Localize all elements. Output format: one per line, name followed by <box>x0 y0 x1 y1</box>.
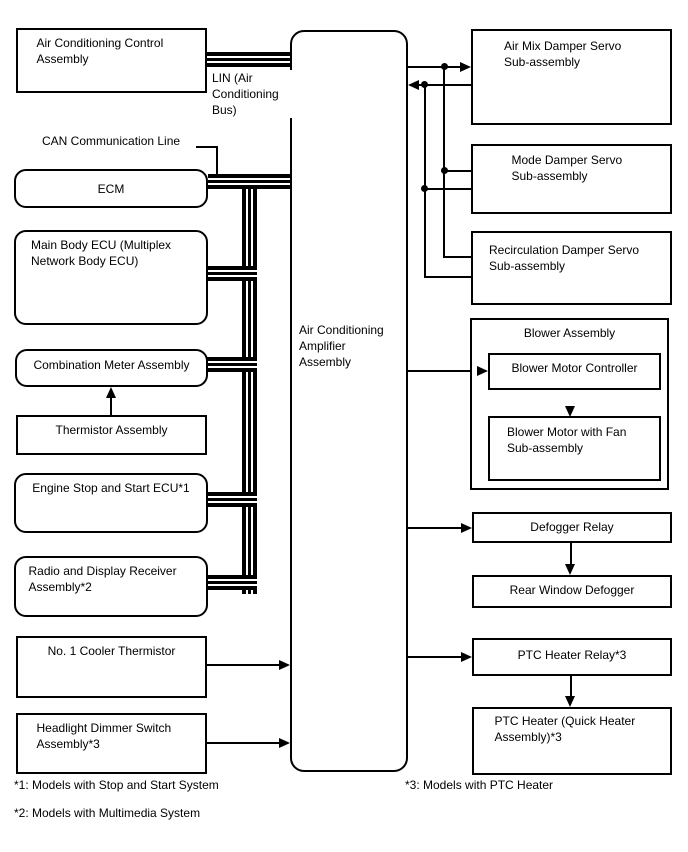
node-ptc-heater <box>472 707 672 775</box>
node-rear-window-defogger <box>472 575 672 608</box>
node-engine-stop-start-ecu <box>14 473 208 533</box>
node-label: Recirculation Damper Servo Sub-assembly <box>489 243 640 273</box>
node-ptc-heater-relay <box>472 638 672 676</box>
connector-branch-to-mode-2 <box>424 188 471 190</box>
node-label: PTC Heater (Quick Heater Assembly)*3 <box>494 714 636 744</box>
arrowhead-down <box>565 406 575 417</box>
arrowhead-right <box>477 366 488 376</box>
connector-headlight-dimmer-to-amp <box>207 742 280 744</box>
footnote-3: *3: Models with PTC Heater <box>405 778 554 792</box>
node-label: ECM <box>97 181 125 196</box>
node-combination-meter <box>15 349 208 387</box>
node-blower-motor-with-fan <box>488 416 661 481</box>
can-bus-label: CAN Communication Line <box>42 134 181 148</box>
can-bus-ecm-line <box>208 174 291 189</box>
node-label: Combination Meter Assembly <box>33 358 190 372</box>
junction-dot <box>421 81 428 88</box>
arrowhead-up <box>106 387 116 398</box>
node-no1-cooler-thermistor <box>16 636 207 698</box>
node-label: Air Conditioning Amplifier Assembly <box>299 323 384 369</box>
connector-amp-to-airmix-out <box>407 66 461 68</box>
connector-branch-to-recirc-1 <box>443 256 471 258</box>
arrowhead-right <box>461 523 472 533</box>
node-ac-control-assembly <box>16 28 207 93</box>
node-label: No. 1 Cooler Thermistor <box>47 644 176 658</box>
servo-branch-vertical-1 <box>443 66 445 258</box>
arrowhead-down <box>565 696 575 707</box>
junction-dot <box>441 167 448 174</box>
node-recirculation-damper-servo <box>471 231 672 305</box>
arrowhead-right <box>279 738 290 748</box>
node-ecm <box>14 169 208 208</box>
node-air-mix-damper-servo <box>471 29 672 125</box>
connector-amp-to-defogger-relay <box>407 527 462 529</box>
node-label: Blower Motor Controller <box>511 361 638 375</box>
arrowhead-down <box>565 564 575 575</box>
arrowhead-right <box>460 62 471 72</box>
servo-branch-vertical-2 <box>424 84 426 278</box>
node-label: Thermistor Assembly <box>55 423 168 437</box>
arrowhead-right <box>461 652 472 662</box>
node-defogger-relay <box>472 512 672 543</box>
connector-amp-to-blower <box>407 370 478 372</box>
arrowhead-left <box>408 80 419 90</box>
can-label-pointer-h <box>196 146 218 148</box>
footnote-2: *2: Models with Multimedia System <box>14 806 201 820</box>
node-label: Rear Window Defogger <box>509 583 635 597</box>
node-label: Headlight Dimmer Switch Assembly*3 <box>36 721 172 751</box>
junction-dot <box>421 185 428 192</box>
node-main-body-ecu <box>14 230 208 325</box>
node-label: Blower Motor with Fan Sub-assembly <box>507 425 627 455</box>
node-label: Main Body ECU (Multiplex Network Body ECU) <box>31 238 172 268</box>
junction-dot <box>441 63 448 70</box>
connector-branch-to-recirc-2 <box>424 276 471 278</box>
node-label: Defogger Relay <box>530 520 614 534</box>
node-radio-display-receiver <box>14 556 208 617</box>
connector-thermistor-to-meter <box>110 398 112 415</box>
can-stub-combination-meter <box>207 357 257 372</box>
can-stub-engine-stop-start <box>207 492 257 507</box>
connector-ptc-relay-to-heater <box>570 676 572 697</box>
node-headlight-dimmer-switch <box>16 713 207 774</box>
node-ac-amplifier <box>290 30 408 772</box>
can-label-pointer-v <box>216 146 218 176</box>
node-label: Engine Stop and Start ECU*1 <box>32 481 190 495</box>
node-label: Radio and Display Receiver Assembly*2 <box>28 564 177 594</box>
node-label: Mode Damper Servo Sub-assembly <box>511 153 623 183</box>
node-label: Blower Assembly <box>523 326 616 340</box>
lin-bus-label: LIN (Air Conditioning Bus) <box>212 70 292 118</box>
can-stub-main-body-ecu <box>207 266 257 281</box>
node-label: Air Conditioning Control Assembly <box>36 36 164 66</box>
footnote-1: *1: Models with Stop and Start System <box>14 778 219 792</box>
node-label: PTC Heater Relay*3 <box>517 648 627 662</box>
node-thermistor-assembly <box>16 415 207 455</box>
node-label: Air Mix Damper Servo Sub-assembly <box>504 39 622 69</box>
connector-relay-to-rear-defogger <box>570 543 572 565</box>
connector-amp-to-ptc-relay <box>407 656 462 658</box>
arrowhead-right <box>279 660 290 670</box>
can-stub-radio-display <box>207 575 257 590</box>
connector-cooler-thermistor-to-amp <box>207 664 280 666</box>
node-mode-damper-servo <box>471 144 672 214</box>
node-blower-motor-controller <box>488 353 661 390</box>
can-bus-vertical-line <box>242 176 257 594</box>
lin-bus-line <box>207 52 291 67</box>
